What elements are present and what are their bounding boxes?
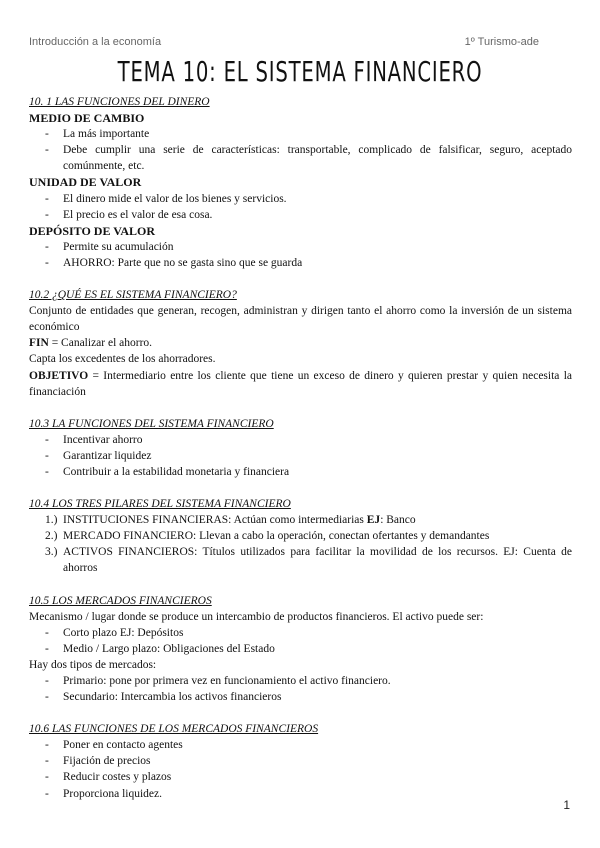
list-funciones [29, 432, 572, 480]
list-item: - El precio es el valor de esa cosa. [45, 207, 572, 223]
list-item: - Poner en contacto agentes [45, 737, 572, 753]
subheading-deposito: DEPÓSITO DE VALOR [29, 223, 156, 238]
section-heading-6: 10.6 LAS FUNCIONES DE LOS MERCADOS FINANCIEROS [29, 723, 319, 736]
paragraph: Conjunto de entidades que generan, recogen, administran y dirigen tanto el ahorro como la inversión de un sistema económico [29, 305, 572, 334]
list-tipos-mercados [29, 673, 572, 705]
list-item: - Incentivar ahorro [45, 432, 572, 448]
list-unidad [29, 191, 572, 223]
list-item: - Corto plazo EJ: Depósitos [45, 625, 572, 641]
section-heading-5: 10.5 LOS MERCADOS FINANCIEROS [29, 594, 212, 607]
list-item: - El dinero mide el valor de los bienes y servicios. [45, 191, 572, 207]
item-number: 3.) [45, 546, 58, 559]
section-heading-4: 10.4 LOS TRES PILARES DEL SISTEMA FINANCIERO [29, 498, 291, 511]
section-heading-2: 10.2 ¿QUÉ ES EL SISTEMA FINANCIERO? [29, 289, 237, 302]
item-number: 1.) [45, 514, 58, 527]
subheading-unidad: UNIDAD DE VALOR [29, 175, 142, 190]
section-heading-1: 10. 1 LAS FUNCIONES DEL DINERO [29, 96, 210, 108]
fin-label: FIN [29, 337, 49, 350]
list-item: 1.) INSTITUCIONES FINANCIERAS: Actúan como intermediarias EJ: Banco [45, 512, 572, 528]
page-title: TEMA 10: EL SISTEMA FINANCIERO [117, 55, 483, 88]
paragraph-objetivo [29, 368, 572, 400]
item-number: 2.) [45, 530, 58, 543]
list-item: - Medio / Largo plazo: Obligaciones del Estado [45, 641, 572, 657]
list-funciones-mercados [29, 737, 572, 801]
list-item: - La más importante [45, 126, 572, 142]
list-item: - Proporciona liquidez. [45, 786, 572, 802]
list-item: - Primario: pone por primera vez en funcionamiento el activo financiero. [45, 673, 572, 689]
list-item: - AHORRO: Parte que no se gasta sino que se guarda [45, 255, 572, 271]
paragraph: Mecanismo / lugar donde se produce un intercambio de productos financieros. El activo puede ser: [29, 610, 484, 623]
list-item: - Reducir costes y plazos [45, 769, 572, 785]
section-heading-3: 10.3 LA FUNCIONES DEL SISTEMA FINANCIERO [29, 417, 274, 430]
objetivo-text: = Intermediario entre los cliente que tiene un exceso de dinero y quieren prestar y quien necesita la financiación [29, 369, 572, 398]
list-item: 2.) MERCADO FINANCIERO: Llevan a cabo la operación, conectan ofertantes y demandantes [45, 528, 572, 544]
header-right: 1º Turismo-ade [464, 36, 539, 48]
list-activos [29, 625, 572, 657]
list-item: - Secundario: Intercambia los activos financieros [45, 689, 572, 705]
list-item: - Garantizar liquidez [45, 448, 572, 464]
fin-text: = Canalizar el ahorro. [48, 337, 153, 350]
list-item: - Fijación de precios [45, 753, 572, 769]
list-medio [29, 126, 572, 174]
paragraph: Capta los excedentes de los ahorradores. [29, 353, 216, 366]
paragraph: Hay dos tipos de mercados: [29, 658, 157, 671]
header-left: Introducción a la economía [29, 36, 162, 48]
document-body [29, 94, 572, 802]
list-item: 3.) ACTIVOS FINANCIEROS: Títulos utilizados para facilitar la movilidad de los recursos. EJ: Cuenta de ahorros [45, 546, 572, 575]
paragraph-fin [29, 335, 572, 351]
page-number: 1 [563, 798, 570, 812]
list-item: - Contribuir a la estabilidad monetaria y financiera [45, 464, 572, 480]
list-item: - Permite su acumulación [45, 239, 572, 255]
objetivo-label: OBJETIVO [29, 369, 89, 382]
list-pilares [29, 512, 572, 576]
list-deposito [29, 239, 572, 271]
subheading-medio: MEDIO DE CAMBIO [29, 111, 145, 126]
list-item: - Debe cumplir una serie de características: transportable, complicado de falsificar, seguro, aceptado comúnmente, etc. [45, 142, 572, 174]
